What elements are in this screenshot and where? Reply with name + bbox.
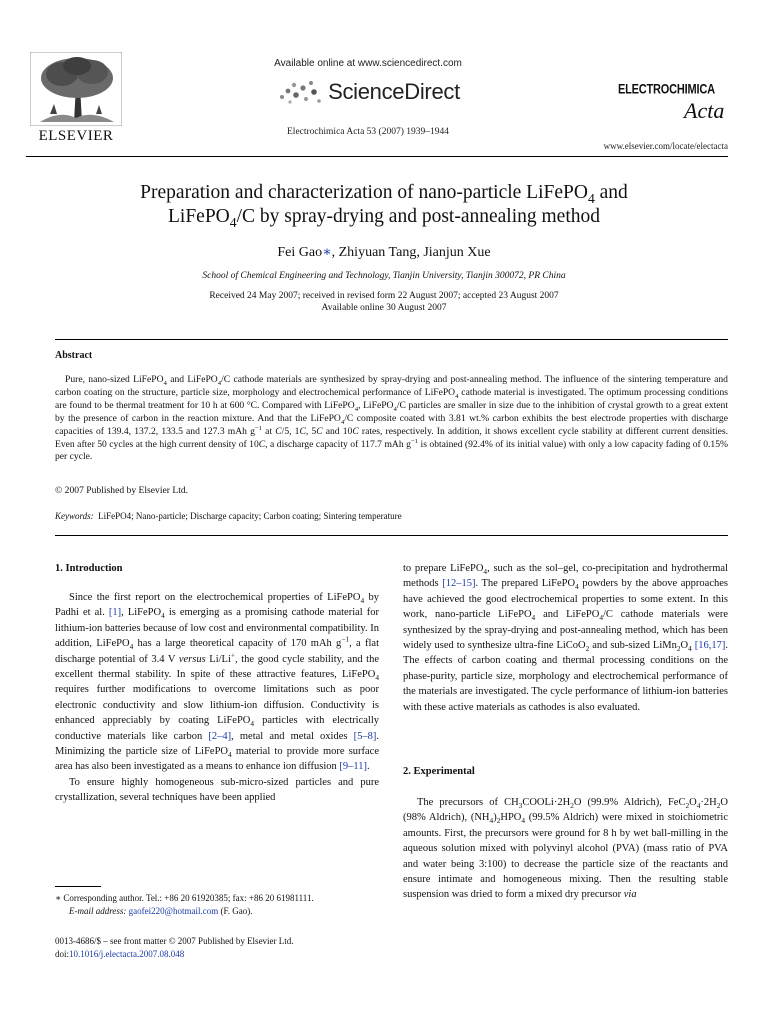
title-sub-2: 4 — [229, 214, 237, 230]
title-line-2: LiFePO — [168, 206, 230, 227]
intro-paragraph-1: Since the first report on the electrochemical properties of LiFePO$_4$ by Padhi et al. [1], LiFePO$_4$ is emerging as a promising cathode material for lithium-ion batteries because of low cost and environmental compatibility. In addition, LiFePO$_4$ has a large theoretical capacity of 170 mAh $g^{-1}$, a flat discharge potential of 3.4 V versus Li/Li+, the good cycle stability, and the excellent thermal stability. In spite of these attractive features, LiFePO$_4$ requires further modifications to overcome limitations such as poor electronic conductivity and slow lithium-ion diffusion. Conductivity is enhanced appreciably by coating LiFePO$_4$ particles with electrically conductive materials like carbon [2–4], metal and metal oxides [5–8]. Minimizing the particle size of LiFePO$_4$ material to provide more surface area has also been investigated as a means to enhance ion diffusion [9–11]. — [55, 592, 380, 773]
introduction-text — [55, 590, 379, 806]
email-link[interactable]: gaofei220@hotmail.com — [128, 906, 219, 916]
available-online-date: Available online 30 August 2007 — [321, 303, 447, 313]
ref-link-12-15[interactable]: [12–15] — [442, 578, 476, 590]
section-heading-experimental: 2. Experimental — [403, 766, 475, 777]
header-divider — [26, 156, 728, 157]
email-tail: (F. Gao). — [218, 906, 253, 916]
doi-label: doi: — [55, 949, 70, 959]
publisher-name: ELSEVIER — [38, 128, 114, 144]
author-first: Fei Gao — [277, 245, 323, 260]
sciencedirect-wordmark: ScienceDirect — [328, 79, 460, 104]
sciencedirect-dots-icon — [276, 77, 322, 107]
intro-paragraph-2: To ensure highly homogeneous sub-micro-sized particles and pure crystallization, several techniques have been applied — [55, 776, 379, 804]
experimental-text — [403, 795, 728, 903]
sciencedirect-logo — [200, 75, 536, 109]
corresponding-author-link[interactable]: ∗ — [322, 245, 332, 260]
keywords-label: Keywords: — [55, 511, 94, 521]
abstract-copyright: © 2007 Published by Elsevier Ltd. — [55, 485, 189, 496]
author-list — [40, 244, 728, 261]
elsevier-tree-icon — [30, 52, 122, 126]
ref-link-9-11[interactable]: [9–11] — [339, 761, 367, 773]
footnote-rule — [55, 886, 101, 887]
title-sub-1: 4 — [587, 190, 595, 206]
available-online-text[interactable]: Available online at www.sciencedirect.com — [274, 58, 462, 69]
journal-logo-acta: Acta — [684, 98, 725, 123]
front-matter — [55, 935, 385, 961]
email-label: E-mail address: — [69, 906, 127, 916]
abstract-heading: Abstract — [55, 350, 93, 361]
introduction-text-continued — [403, 561, 728, 715]
ref-link-16-17[interactable]: [16,17] — [694, 640, 726, 652]
abstract-top-rule — [55, 339, 728, 340]
abstract-body: Pure, nano-sized LiFePO$_4$ and LiFePO$_4$/C cathode materials are synthesized by spray-drying and post-annealing method. The influence of the sintering temperature and carbon coating on the structure, particle size, morphology and electrochemical performance of LiFePO$_4$ cathode material is investigated. The optimum processing conditions are found to be thermal treatment for 10 h at 600 °C. Compared with LiFePO$_4$, LiFePO$_4$/C particles are smaller in size due to the inhibition of crystal growth to a great extent by the presence of carbon in the reaction mixture. And that the LiFePO$_4$/C composite coated with 3.81 wt.% carbon exhibits the best electrode properties with discharge capacities of 139.4, 137.2, 133.5 and 127.3 mAh $g^{-1}$ at C/5, 1C, 5C and 10C rates, respectively. In addition, it shows excellent cycle stability at different current densities. Even after 50 cycles at the high current density of 10C, a discharge capacity of 117.7 mAh $g^{-1}$ is obtained (92.4% of its initial value) with only a low capacity fading of 0.15% per cycle. — [55, 374, 728, 463]
journal-url-link[interactable]: www.elsevier.com/locate/electacta — [603, 141, 728, 151]
affiliation: School of Chemical Engineering and Technology, Tianjin University, Tianjin 300072, PR China — [202, 271, 566, 281]
title-tail-2: /C by spray-drying and post-annealing method — [236, 206, 600, 227]
issn-line: 0013-4686/$ – see front matter © 2007 Published by Elsevier Ltd. — [55, 936, 294, 946]
author-rest: , Zhiyuan Tang, Jianjun Xue — [331, 245, 491, 260]
intro-paragraph-2-cont: to prepare LiFePO$_4$, such as the sol–gel, co-precipitation and hydrothermal methods [12–15]. The prepared LiFePO$_4$ powders by the above approaches have achieved the good electrochemical properties to some extent. In this work, nano-particle LiFePO$_4$ and LiFePO$_4$/C cathode materials were synthesized by the spray-drying and post-annealing method, which has been widely used to synthesize ultra-fine LiCoO$_2$ and sub-sized $LiMn_2O_4$ [16,17]. The effects of carbon coating and thermal processing conditions on the phase-purity, particle size, morphology and electrochemical performance of the materials are investigated. The cycle performance of lithium-ion batteries with these active materials as cathodes is also evaluated. — [403, 563, 728, 713]
journal-citation: Electrochimica Acta 53 (2007) 1939–1944 — [287, 127, 449, 137]
keywords-list: LiFePO4; Nano-particle; Discharge capacity; Carbon coating; Sintering temperature — [98, 511, 402, 521]
ref-link-2-4[interactable]: [2–4] — [208, 730, 232, 742]
elsevier-logo — [26, 52, 126, 144]
title-line-1: Preparation and characterization of nano-particle LiFePO — [140, 182, 588, 203]
doi-line — [55, 948, 385, 961]
received-dates: Received 24 May 2007; received in revised form 22 August 2007; accepted 23 August 2007 — [209, 291, 559, 301]
sciencedirect-block — [200, 58, 536, 137]
ref-link-1[interactable]: [1] — [108, 607, 122, 619]
history-dates — [40, 290, 728, 314]
ref-link-5-8[interactable]: [5–8] — [353, 730, 377, 742]
footnote-contact: ∗ Corresponding author. Tel.: +86 20 61920385; fax: +86 20 61981111. — [55, 893, 314, 903]
corresponding-author-footnote — [55, 892, 385, 918]
journal-logo-wordmark: ELECTROCHIMICA — [618, 82, 715, 97]
abstract-bottom-rule — [55, 535, 728, 536]
title-tail-1: and — [594, 182, 628, 203]
journal-logo — [618, 82, 730, 132]
section-heading-introduction: 1. Introduction — [55, 563, 123, 574]
exp-paragraph-1: The precursors of $CH_3COOLi\cdot 2H_2O$ (99.9% Aldrich), $FeC_2O_4\cdot 2H_2O$ (98% Aldrich), $(NH_4)_2HPO_4$ (99.5% Aldrich) were mixed in stoichiometric amounts. First, the precursors were ground for 8 h by wet ball-milling in the aqueous solution mixed with polyvinyl alcohol (PVA) (mass ratio of PVA and water being 3:100) to decrease the particle size of the reactants and ensure intimate and homogeneous mixing. Then the resulting stable suspension was dried to form a mixed dry precursor via — [403, 797, 729, 901]
keywords — [55, 511, 728, 521]
footnote-email-line — [55, 905, 385, 918]
paper-title — [40, 181, 728, 229]
doi-link[interactable]: 10.1016/j.electacta.2007.08.048 — [69, 949, 185, 959]
